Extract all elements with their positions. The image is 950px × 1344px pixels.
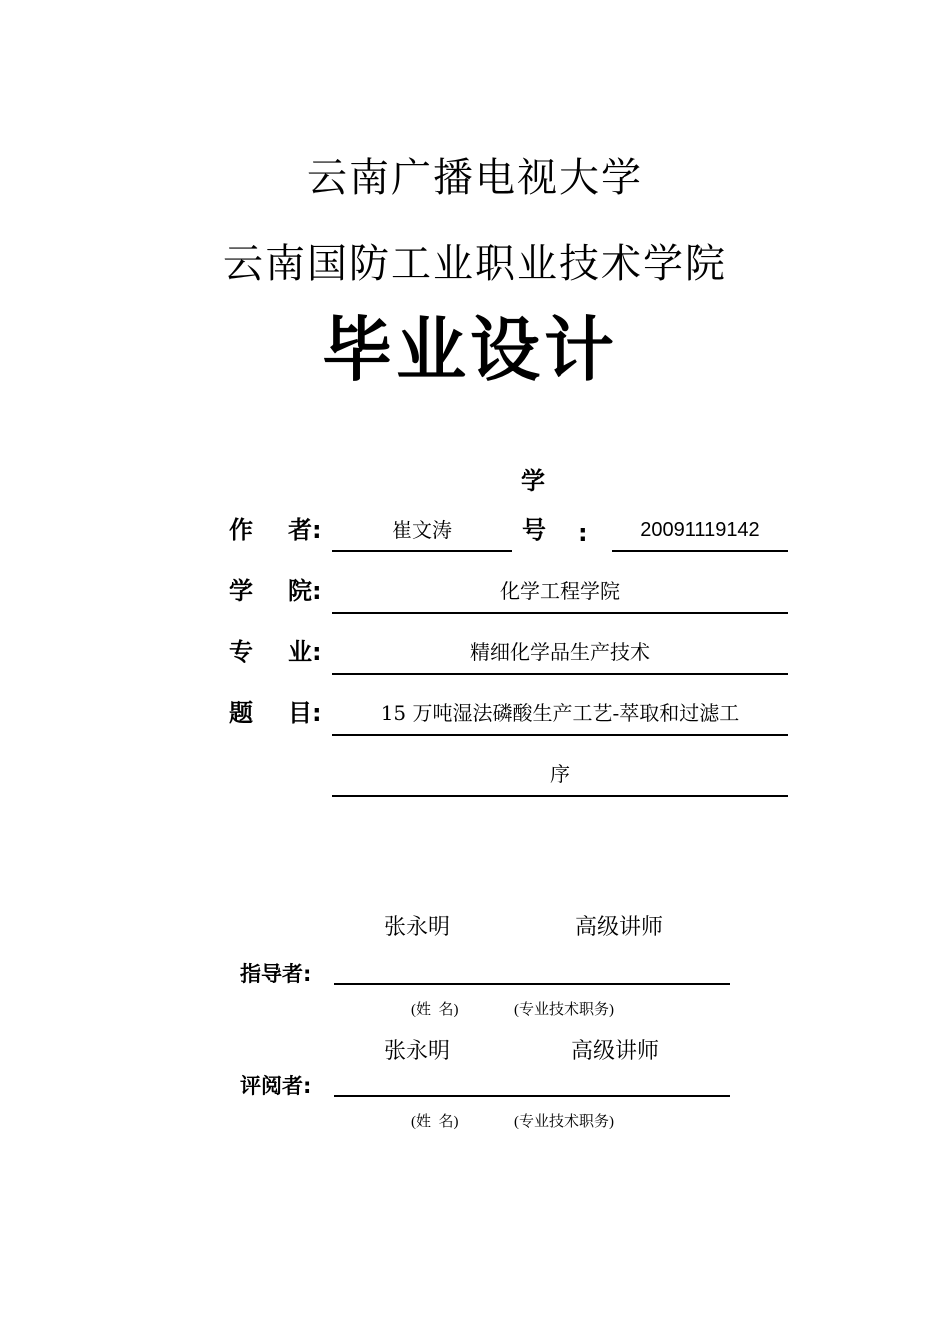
document-type-title: 毕业设计 [322,309,618,391]
student-id-label-b: 号 [522,516,546,544]
author-label-b: 者: [288,516,322,544]
topic-label-b: 目: [288,699,322,727]
advisor-caption-title: (专业技术职务) [514,1002,614,1018]
reviewer-label: 评阅者: [240,1074,312,1098]
reviewer-caption-title: (专业技术职务) [514,1114,614,1130]
major-value: 精细化学品生产技术 [470,640,650,664]
reviewer-name: 张永明 [384,1039,451,1064]
major-label-b: 业: [288,638,322,666]
reviewer-caption-name: (姓 名) [411,1114,459,1130]
advisor-name: 张永明 [384,915,451,940]
college-name: 云南国防工业职业技术学院 [223,241,727,287]
school-value: 化学工程学院 [500,579,620,603]
student-id-value: 20091119142 [640,519,760,541]
topic-underline-2 [332,795,788,797]
major-underline [332,673,788,675]
topic-value-line2: 序 [550,762,570,786]
reviewer-underline [334,1095,730,1097]
advisor-label: 指导者: [240,962,312,986]
student-id-colon: : [578,519,588,547]
topic-label-a: 题 [229,699,253,727]
university-name: 云南广播电视大学 [307,155,643,201]
advisor-caption-name: (姓 名) [411,1002,459,1018]
reviewer-title: 高级讲师 [571,1039,660,1064]
student-id-underline [612,550,788,552]
school-underline [332,612,788,614]
topic-value-line1: 15 万吨湿法磷酸生产工艺-萃取和过滤工 [380,701,740,725]
author-value: 崔文涛 [392,518,452,542]
student-id-label-top: 学 [521,467,545,495]
major-label-a: 专 [229,638,253,666]
topic-underline-1 [332,734,788,736]
school-label-a: 学 [229,577,253,605]
school-label-b: 院: [288,577,322,605]
author-label-a: 作 [229,516,253,544]
author-underline [332,550,512,552]
advisor-title: 高级讲师 [575,915,664,940]
advisor-underline [334,983,730,985]
